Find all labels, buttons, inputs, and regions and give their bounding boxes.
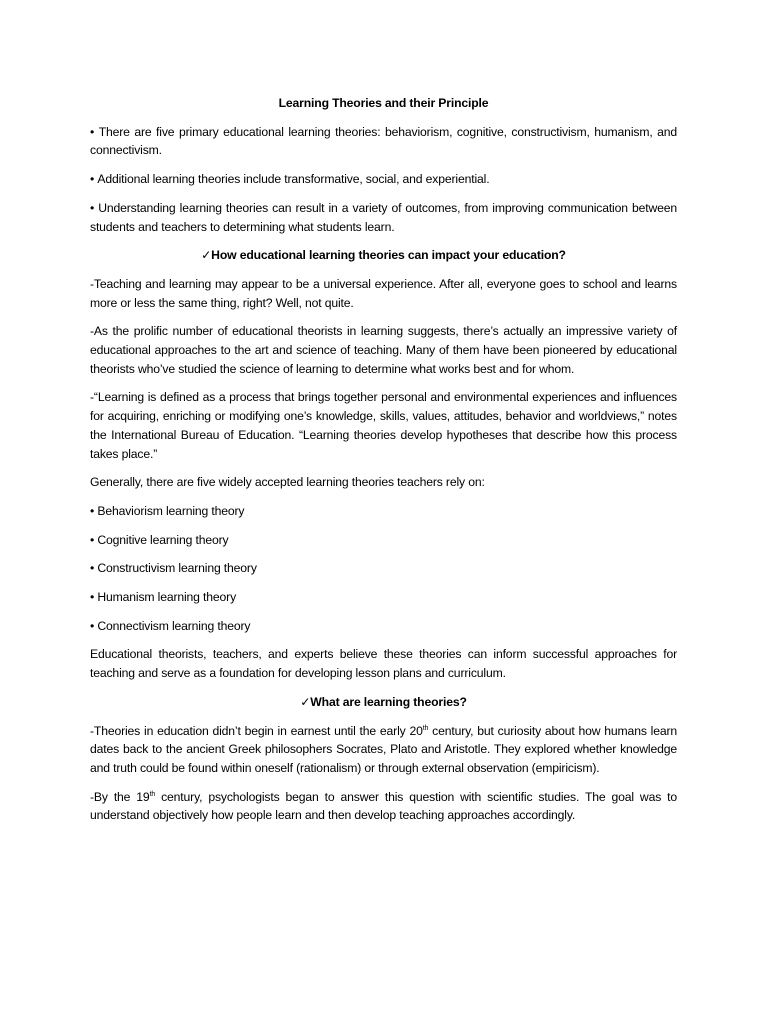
- section-heading-impact: ✓How educational learning theories can impact your education?: [201, 248, 566, 263]
- paragraph: -Teaching and learning may appear to be a universal experience. After all, everyone goes to school and learns more or less the same thing, right? Well, not quite.: [90, 276, 677, 310]
- text-run: century, but curiosity about how humans learn dates back to the ancient Greek philosophers Socrates, Plato and Aristotle. They explored whether knowledge and truth could be found within oneself (rationalism) or through external observation (empiricism).: [90, 723, 677, 775]
- text-run: century, psychologists began to answer this question with scientific studies. The goal was to understand objectively how people learn and then develop teaching approaches accordingly.: [90, 789, 677, 823]
- text-run: -By the 19: [90, 789, 150, 804]
- section-heading-what-are: ✓What are learning theories?: [300, 694, 467, 709]
- theory-list-item: • Humanism learning theory: [90, 588, 677, 607]
- paragraph: Educational theorists, teachers, and experts believe these theories can inform successful approaches for teaching and serve as a foundation for developing lesson plans and curriculum.: [90, 647, 677, 681]
- theory-list-item: • Constructivism learning theory: [90, 559, 677, 578]
- intro-bullet: • Additional learning theories include transformative, social, and experiential.: [90, 170, 677, 189]
- superscript: th: [149, 790, 156, 798]
- text-run: -Theories in education didn’t begin in earnest until the early 20: [90, 723, 423, 738]
- theory-list-item: • Behaviorism learning theory: [90, 502, 677, 521]
- theory-list-item: • Cognitive learning theory: [90, 531, 677, 550]
- paragraph: Generally, there are five widely accepted learning theories teachers rely on:: [90, 475, 485, 490]
- intro-bullet: • Understanding learning theories can result in a variety of outcomes, from improving communication between students and teachers to determining what students learn.: [90, 199, 677, 236]
- theory-list-item: • Connectivism learning theory: [90, 617, 677, 636]
- document-body: [90, 94, 677, 835]
- superscript: th: [422, 724, 429, 732]
- intro-bullet: • There are five primary educational learning theories: behaviorism, cognitive, constructivism, humanism, and connectivism.: [90, 123, 677, 160]
- paragraph-history: [90, 722, 677, 778]
- paragraph: -“Learning is defined as a process that brings together personal and environmental experiences and influences for acquiring, enriching or modifying one’s knowledge, skills, values, attitudes, behavior and worldviews,” notes the International Bureau of Education. “Learning theories develop hypotheses that describe how this process takes place.”: [90, 390, 677, 461]
- paragraph-19th-century: [90, 788, 677, 825]
- paragraph: -As the prolific number of educational theorists in learning suggests, there’s actually an impressive variety of educational approaches to the art and science of teaching. Many of them have been pioneered by educational theorists who’ve studied the science of learning to determine what works best and for whom.: [90, 324, 677, 376]
- document-title: Learning Theories and their Principle: [278, 96, 489, 110]
